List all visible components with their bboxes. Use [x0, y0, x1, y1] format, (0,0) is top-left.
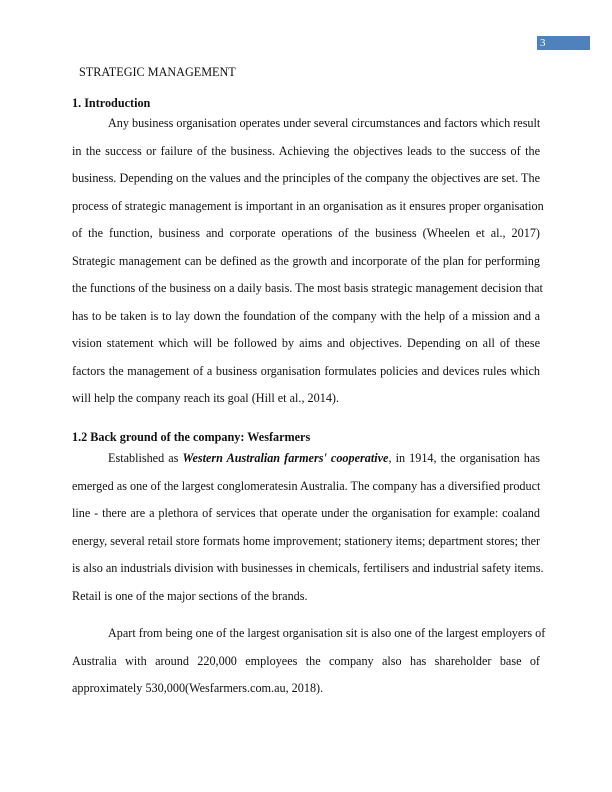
- paragraph-line: business. Depending on the values and the principles of the company the objectives are set. The: [72, 171, 540, 185]
- paragraph-line: Strategic management can be defined as the growth and incorporate of the plan for performing: [72, 253, 540, 268]
- paragraph-line: has to be taken is to lay down the foundation of the company with the help of a mission and a: [72, 308, 540, 323]
- paragraph-line: Established as Western Australian farmers' cooperative, in 1914, the organisation has: [108, 451, 541, 465]
- paragraph-line: factors the management of a business organisation formulates policies and devices rules which: [72, 363, 540, 378]
- paragraph-line: of the function, business and corporate operations of the business (Wheelen et al., 2017): [72, 226, 540, 240]
- paragraph-line: is also an industrials division with businesses in chemicals, fertilisers and industrial safety items.: [72, 561, 544, 575]
- paragraph-line: line - there are a plethora of services that operate under the organisation for example: coaland: [72, 506, 540, 520]
- running-title: STRATEGIC MANAGEMENT: [79, 65, 236, 79]
- section-heading-introduction: 1. Introduction: [72, 96, 151, 110]
- paragraph-line: energy, several retail store formats home improvement; stationery items; department stores; ther: [72, 533, 541, 548]
- paragraph-line: Any business organisation operates under several circumstances and factors which result: [108, 116, 541, 130]
- paragraph-line: in the success or failure of the business. Achieving the objectives leads to the success of the: [72, 143, 540, 158]
- paragraph-line: vision statement which will be followed by aims and objectives. Depending on all of these: [72, 336, 540, 350]
- section-heading-background: 1.2 Back ground of the company: Wesfarmers: [72, 430, 311, 444]
- paragraph-line: the functions of the business on a daily basis. The most basis strategic management decision that: [72, 281, 543, 295]
- paragraph-line: Australia with around 220,000 employees the company also has shareholder base of: [72, 653, 540, 668]
- emphasis-text: Western Australian farmers' cooperative: [182, 451, 389, 465]
- paragraph-line: emerged as one of the largest conglomeratesin Australia. The company has a diversified product: [72, 478, 541, 493]
- paragraph-line: Retail is one of the major sections of the brands.: [72, 588, 308, 603]
- paragraph-line: process of strategic management is important in an organisation as it ensures proper organisation: [72, 198, 544, 213]
- paragraph-line: approximately 530,000(Wesfarmers.com.au, 2018).: [72, 681, 324, 695]
- paragraph-line: will help the company reach its goal (Hill et al., 2014).: [72, 391, 340, 405]
- paragraph-line: Apart from being one of the largest organisation sit is also one of the largest employers of: [108, 626, 546, 640]
- page-number: 3: [537, 36, 590, 50]
